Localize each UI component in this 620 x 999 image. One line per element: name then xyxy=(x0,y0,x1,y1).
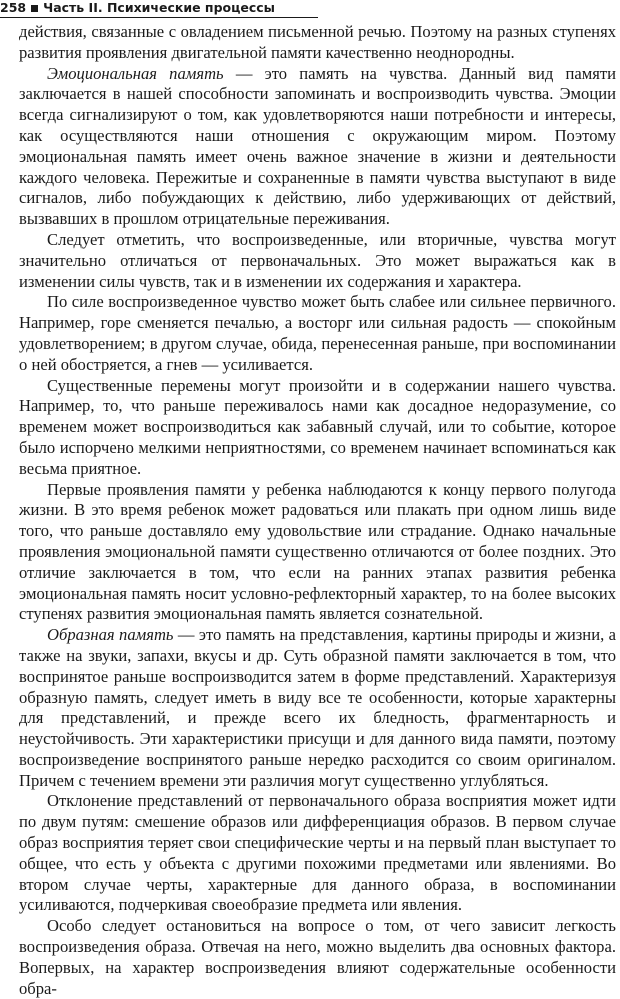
paragraph-imagery-memory xyxy=(19,625,616,791)
page-body xyxy=(19,22,616,999)
paragraph xyxy=(19,376,616,480)
paragraph-text: Первые проявления памяти у ребенка наблюдаются к концу первого полугода жизни. В это время ребенок может радоваться или плакать при одном лишь виде того, что раньше доставляло ему удовольствие или страдание. Однако начальные проявления эмоциональной памяти существенно отличаются от более поздних. Это отличие заключается в том, что если на ранних этапах развития ребенка эмоциональная память носит условно-рефлекторный характер, то на более высоких ступенях развития эмоциональная память является сознательной. xyxy=(19,479,616,624)
paragraph-text: По силе воспроизведенное чувство может быть слабее или сильнее первичного. Например, горе сменяется печалью, а восторг или сильная радость — спокойным удовлетворением; в другом случае, обида, перенесенная раньше, при воспоминании о ней обостряется, а гнев — усиливается. xyxy=(19,292,616,374)
paragraph xyxy=(19,230,616,292)
running-header xyxy=(0,0,318,18)
term-imagery-memory: Образная память xyxy=(47,625,174,645)
term-emotional-memory: Эмоциональная память xyxy=(47,63,224,83)
paragraph xyxy=(19,791,616,916)
paragraph-text: Отклонение представлений от первоначального образа восприятия может идти по двум путям: смешение образов или дифференциация образов. В первом случае образ восприятия теряет свои специфические черты и на первый план выступает то общее, что есть у объекта с другими похожими предметами или явлениями. Во втором случае черты, характерные для данного образа, в воспоминании усиливаются, подчеркивая своеобразие предмета или явления. xyxy=(19,791,616,915)
paragraph-text: — это память на представления, картины природы и жизни, а также на звуки, запахи, вкусы и др. Суть образной памяти заключается в том, что воспринятое раньше воспроизводится затем в форме представлений. Характеризуя образную память, следует иметь в виду все те особенности, которые характерны для представлений, и прежде всего их бледность, фрагментарность и неустойчивость. Эти характеристики присущи и для данного вида памяти, поэтому воспроизведение воспринятого раньше нередко расходится со своим оригиналом. Причем с течением времени эти различия могут существенно углубляться. xyxy=(19,625,616,790)
paragraph-continuation xyxy=(19,22,616,64)
paragraph-emotional-memory xyxy=(19,64,616,230)
section-title: Часть II. Психические процессы xyxy=(43,0,275,15)
paragraph xyxy=(19,916,616,999)
paragraph-text: — это память на чувства. Данный вид памяти заключается в нашей способности запоминать и воспроизводить чувства. Эмоции всегда сигнализируют о том, как удовлетворяются наши потребности и интересы, как осуществляются наши отношения с окружающим миром. Поэтому эмоциональная память имеет очень важное значение в жизни и деятельности каждого человека. Пережитые и сохраненные в памяти чувства выступают в виде сигналов, либо побуждающих к действию, либо удерживающих от действий, вызвавших в прошлом отрицательные переживания. xyxy=(19,63,616,229)
paragraph xyxy=(19,292,616,375)
paragraph-text: Следует отметить, что воспроизведенные, или вторичные, чувства могут значительно отличаться от первоначальных. Это может выражаться как в изменении силы чувств, так и в изменении их содержания и характера. xyxy=(19,229,616,291)
paragraph-text: действия, связанные с овладением письменной речью. Поэтому на разных ступенях развития проявления двигательной памяти качественно неоднородны. xyxy=(19,22,616,62)
paragraph-text: Особо следует остановиться на вопросе о том, от чего зависит легкость воспроизведения образа. Отвечая на него, можно выделить два основных фактора. Вопервых, на характер воспроизведения влияют содержательные особенности обра- xyxy=(19,916,616,998)
square-bullet-icon xyxy=(31,5,38,12)
paragraph-text: Существенные перемены могут произойти и в содержании нашего чувства. Например, то, что раньше переживалось нами как досадное недоразумение, со временем может воспроизводиться как забавный случай, или то событие, которое было испорчено мелкими неприятностями, со временем начинает вспоминаться как весьма приятное. xyxy=(19,375,616,478)
paragraph xyxy=(19,480,616,626)
page-number: 258 xyxy=(0,0,27,15)
